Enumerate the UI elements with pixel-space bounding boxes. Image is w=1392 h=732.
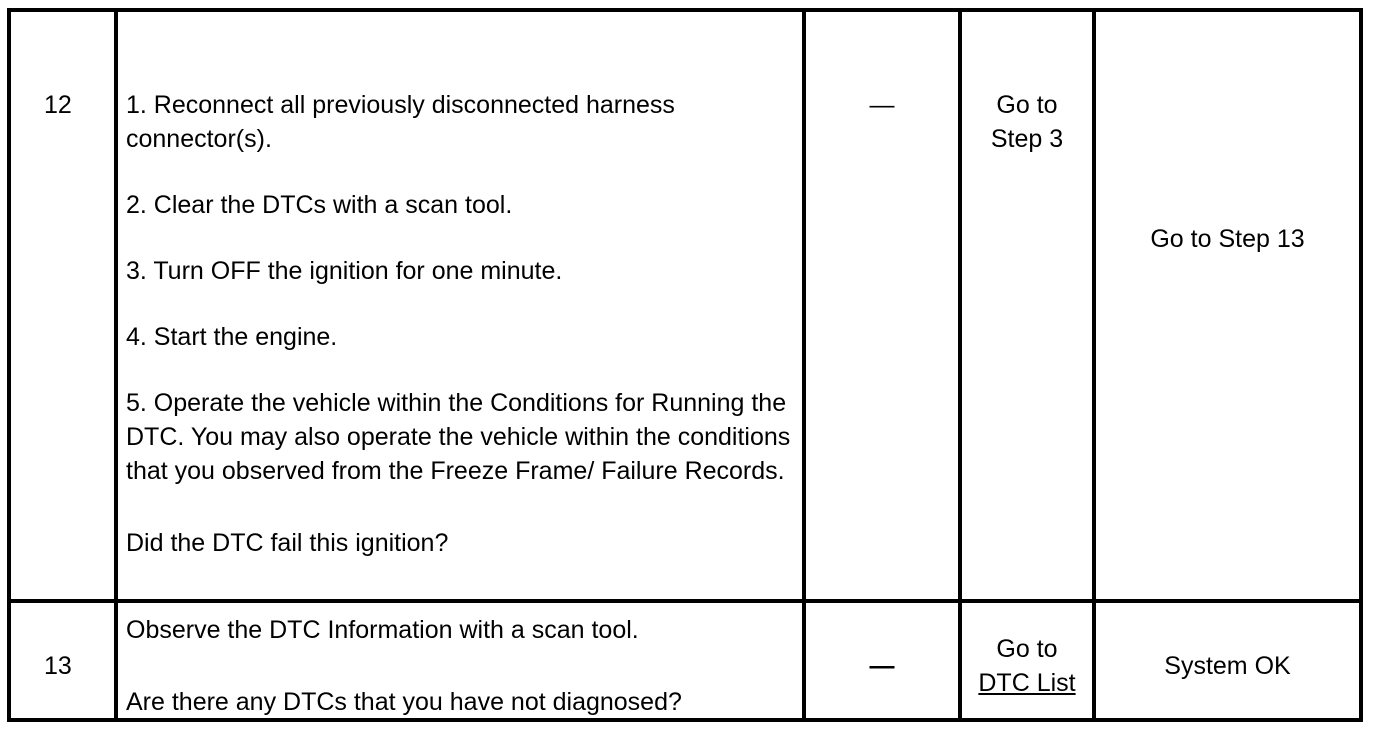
action-line: Observe the DTC Information with a scan tool.: [126, 616, 639, 644]
dtc-list-link[interactable]: DTC List: [978, 669, 1076, 697]
step-number: 12: [44, 91, 72, 119]
action-line: 2. Clear the DTCs with a scan tool.: [126, 191, 513, 219]
action-line: 1. Reconnect all previously disconnected harness connector(s).: [126, 91, 675, 153]
yes-action: [962, 632, 1092, 700]
yes-action: [962, 88, 1092, 156]
yes-line: Go to: [996, 635, 1058, 663]
action-line: 5. Operate the vehicle within the Conditions for Running the DTC. You may also operate the vehicle within the conditions that you observed from the Freeze Frame/ Failure Records.: [126, 389, 791, 485]
no-action: Go to Step 13: [1150, 225, 1305, 253]
action-line: 3. Turn OFF the ignition for one minute.: [126, 257, 563, 285]
value-cell: —: [869, 91, 895, 119]
step-action: [126, 613, 802, 719]
yes-line: Step 3: [990, 125, 1064, 153]
step-action: [126, 88, 802, 560]
value-cell: —: [869, 652, 895, 680]
step-number: 13: [44, 652, 72, 680]
column-divider: [114, 12, 118, 718]
question-line: Did the DTC fail this ignition?: [126, 529, 449, 557]
question-line: Are there any DTCs that you have not diagnosed?: [126, 688, 682, 716]
yes-line: Go to: [996, 91, 1058, 119]
no-action: System OK: [1164, 652, 1291, 680]
column-divider: [1092, 12, 1096, 718]
row-divider: [11, 599, 1359, 603]
action-line: 4. Start the engine.: [126, 323, 338, 351]
diagnostic-table: [7, 8, 1363, 722]
